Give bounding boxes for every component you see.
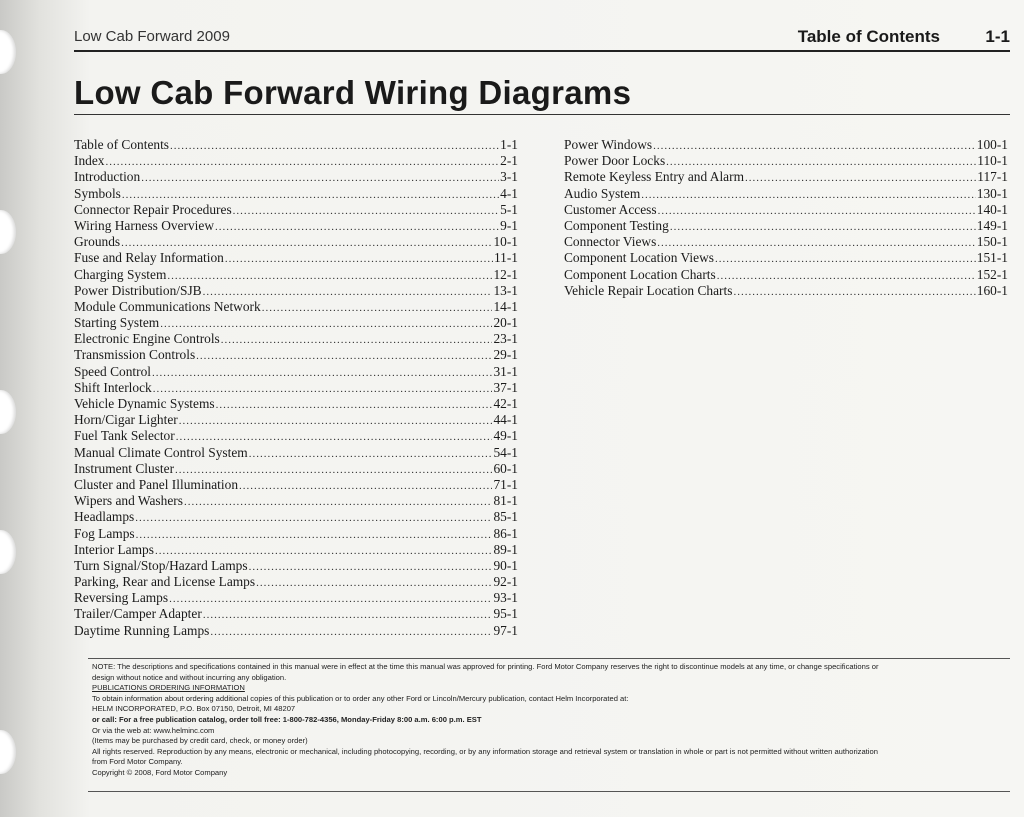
toc-entry-label: Connector Repair Procedures bbox=[74, 201, 232, 217]
toc-entry[interactable] bbox=[74, 331, 518, 347]
toc-entry-label: Instrument Cluster bbox=[74, 460, 175, 476]
toc-entry[interactable] bbox=[74, 542, 518, 558]
toc-entry[interactable] bbox=[74, 509, 518, 525]
toc-entry[interactable] bbox=[74, 477, 518, 493]
toc-entry-label: Introduction bbox=[74, 169, 141, 185]
toc-entry[interactable] bbox=[564, 250, 1008, 266]
toc-entry[interactable] bbox=[74, 186, 518, 202]
toc-entry[interactable] bbox=[74, 461, 518, 477]
toc-entry-page: 97-1 bbox=[493, 622, 518, 638]
toc-entry-label: Power Door Locks bbox=[564, 153, 666, 169]
notice-line: Or via the web at: www.helminc.com bbox=[92, 725, 215, 735]
toc-entry-label: Index bbox=[74, 153, 105, 169]
notice-line: All rights reserved. Reproduction by any means, electronic or mechanical, including photocopying, recording, or by any information storage and retrieval system or translation in whole or part is not permitted without written authorization bbox=[92, 746, 878, 756]
toc-leader-dots bbox=[745, 170, 976, 185]
toc-leader-dots bbox=[239, 478, 492, 493]
toc-entry[interactable] bbox=[564, 234, 1008, 250]
toc-entry-page: 37-1 bbox=[493, 379, 518, 395]
toc-entry[interactable] bbox=[74, 267, 518, 283]
toc-entry-page: 86-1 bbox=[493, 525, 518, 541]
toc-entry-label: Electronic Engine Controls bbox=[74, 331, 220, 347]
page-title bbox=[74, 74, 1010, 115]
toc-entry-label: Component Testing bbox=[564, 217, 669, 233]
toc-leader-dots bbox=[641, 187, 975, 202]
toc-leader-dots bbox=[179, 413, 493, 428]
toc-leader-dots bbox=[216, 397, 493, 412]
toc-entry-label: Grounds bbox=[74, 234, 121, 250]
toc-entry-page: 100-1 bbox=[976, 137, 1008, 152]
notice-line: NOTE: The descriptions and specifications contained in this manual were in effect at the time this manual was approved for printing. Ford Motor Company reserves the right to discontinue models at any time, or change specifications or bbox=[92, 662, 879, 671]
toc-entry-label: Horn/Cigar Lighter bbox=[74, 412, 178, 428]
notice-heading: PUBLICATIONS ORDERING INFORMATION bbox=[92, 683, 245, 693]
toc-entry-page: 9-1 bbox=[500, 217, 518, 233]
toc-entry[interactable] bbox=[564, 137, 1008, 153]
toc-entry-page: 12-1 bbox=[493, 266, 518, 282]
toc-entry-label: Remote Keyless Entry and Alarm bbox=[564, 169, 744, 185]
toc-leader-dots bbox=[715, 251, 976, 266]
toc-leader-dots bbox=[262, 300, 493, 315]
toc-entry-page: 29-1 bbox=[493, 347, 518, 363]
toc-entry[interactable] bbox=[74, 445, 518, 461]
notice-line: Copyright © 2008, Ford Motor Company bbox=[92, 767, 228, 777]
toc-entry[interactable] bbox=[564, 169, 1008, 185]
toc-entry-label: Wipers and Washers bbox=[74, 493, 183, 509]
toc-entry-page: 130-1 bbox=[976, 185, 1008, 201]
toc-entry-label: Transmission Controls bbox=[74, 347, 196, 363]
toc-leader-dots bbox=[122, 187, 499, 202]
document-title: Low Cab Forward 2009 bbox=[74, 28, 230, 45]
toc-entry-label: Charging System bbox=[74, 266, 167, 282]
toc-entry-label: Parking, Rear and License Lamps bbox=[74, 574, 256, 590]
toc-entry-page: 151-1 bbox=[976, 250, 1008, 266]
toc-entry-label: Fuse and Relay Information bbox=[74, 250, 224, 266]
toc-entry[interactable] bbox=[74, 493, 518, 509]
binder-hole bbox=[0, 210, 16, 254]
toc-entry[interactable] bbox=[564, 218, 1008, 234]
toc-leader-dots bbox=[249, 559, 493, 574]
toc-entry-label: Interior Lamps bbox=[74, 541, 154, 557]
toc-entry-page: 44-1 bbox=[493, 412, 518, 428]
toc-leader-dots bbox=[717, 268, 976, 283]
toc-entry-label: Fog Lamps bbox=[74, 525, 135, 541]
notice-line: To obtain information about ordering additional copies of this publication or to order any other Ford or Lincoln/Mercury publication, contact Helm Incorporated at: bbox=[92, 693, 629, 703]
toc-entry-page: 13-1 bbox=[493, 282, 518, 298]
toc-entry[interactable] bbox=[74, 428, 518, 444]
toc-entry-label: Turn Signal/Stop/Hazard Lamps bbox=[74, 557, 248, 573]
toc-leader-dots bbox=[153, 381, 493, 396]
page-number: 1-1 bbox=[985, 27, 1010, 46]
toc-entry-label: Table of Contents bbox=[74, 137, 170, 152]
toc-leader-dots bbox=[233, 203, 499, 218]
toc-entry-page: 54-1 bbox=[493, 444, 518, 460]
page-title-text: Low Cab Forward Wiring Diagrams bbox=[74, 74, 632, 111]
toc-leader-dots bbox=[221, 332, 493, 347]
toc-entry[interactable] bbox=[74, 526, 518, 542]
toc-entry[interactable] bbox=[74, 590, 518, 606]
toc-entry[interactable] bbox=[74, 396, 518, 412]
toc-entry[interactable] bbox=[74, 153, 518, 169]
toc-entry-page: 117-1 bbox=[977, 169, 1008, 185]
toc-leader-dots bbox=[170, 138, 499, 153]
toc-leader-dots bbox=[653, 138, 976, 153]
toc-entry-label: Starting System bbox=[74, 315, 160, 331]
toc-leader-dots bbox=[176, 429, 493, 444]
toc-entry-page: 89-1 bbox=[493, 541, 518, 557]
toc-leader-dots bbox=[225, 251, 493, 266]
toc-entry[interactable] bbox=[74, 606, 518, 622]
toc-leader-dots bbox=[733, 284, 975, 299]
section-title: Table of Contents bbox=[797, 27, 940, 46]
toc-leader-dots bbox=[141, 170, 499, 185]
toc-entry-page: 92-1 bbox=[493, 574, 518, 590]
toc-entry-label: Reversing Lamps bbox=[74, 590, 169, 606]
toc-entry-page: 152-1 bbox=[976, 266, 1008, 282]
toc-entry-page: 20-1 bbox=[493, 315, 518, 331]
toc-entry-label: Component Location Charts bbox=[564, 266, 716, 282]
toc-entry-label: Component Location Views bbox=[564, 250, 714, 266]
toc-entry[interactable] bbox=[74, 202, 518, 218]
toc-entry-page: 3-1 bbox=[500, 169, 518, 185]
toc-entry-page: 23-1 bbox=[493, 331, 518, 347]
toc-leader-dots bbox=[203, 607, 493, 622]
toc-entry-label: Speed Control bbox=[74, 363, 151, 379]
legal-notice bbox=[88, 658, 1010, 792]
toc-entry-label: Headlamps bbox=[74, 509, 135, 525]
toc-entry-label: Vehicle Dynamic Systems bbox=[74, 396, 215, 411]
toc-entry-page: 5-1 bbox=[500, 201, 518, 217]
toc-entry-page: 31-1 bbox=[493, 363, 518, 379]
toc-entry-label: Audio System bbox=[564, 185, 641, 201]
toc-entry-label: Connector Views bbox=[564, 234, 657, 250]
toc-entry-label: Module Communications Network bbox=[74, 298, 261, 314]
toc-leader-dots bbox=[155, 543, 493, 558]
toc-entry[interactable] bbox=[74, 347, 518, 363]
toc-entry-label: Symbols bbox=[74, 185, 121, 201]
toc-left-column bbox=[74, 137, 518, 639]
toc-leader-dots bbox=[169, 591, 492, 606]
binder-hole bbox=[0, 530, 16, 574]
toc-entry-label: Power Distribution/SJB bbox=[74, 282, 202, 298]
toc-entry[interactable] bbox=[74, 137, 518, 153]
toc-entry[interactable] bbox=[74, 380, 518, 396]
toc-leader-dots bbox=[196, 348, 492, 363]
toc-entry-label: Fuel Tank Selector bbox=[74, 428, 175, 444]
binder-hole bbox=[0, 30, 16, 74]
notice-line: from Ford Motor Company. bbox=[92, 757, 183, 767]
toc-entry-label: Cluster and Panel Illumination bbox=[74, 476, 239, 492]
toc-entry-page: 49-1 bbox=[493, 428, 518, 444]
notice-line: HELM INCORPORATED, P.O. Box 07150, Detroit, MI 48207 bbox=[92, 704, 296, 714]
toc-entry[interactable] bbox=[74, 299, 518, 315]
toc-entry-page: 150-1 bbox=[976, 234, 1008, 250]
toc-entry[interactable] bbox=[564, 283, 1008, 299]
toc-entry-page: 90-1 bbox=[493, 557, 518, 573]
toc-leader-dots bbox=[160, 316, 492, 331]
toc-entry[interactable] bbox=[74, 623, 518, 639]
toc-leader-dots bbox=[106, 154, 500, 169]
toc-leader-dots bbox=[256, 575, 492, 590]
toc-entry-label: Shift Interlock bbox=[74, 379, 152, 395]
toc-entry[interactable] bbox=[564, 202, 1008, 218]
toc-entry[interactable] bbox=[74, 364, 518, 380]
toc-entry[interactable] bbox=[74, 218, 518, 234]
toc-entry-label: Trailer/Camper Adapter bbox=[74, 606, 202, 622]
toc-entry-page: 149-1 bbox=[976, 217, 1008, 233]
toc-entry-label: Vehicle Repair Location Charts bbox=[564, 282, 733, 298]
binder-hole bbox=[0, 390, 16, 434]
toc-leader-dots bbox=[167, 268, 492, 283]
toc-entry[interactable] bbox=[74, 283, 518, 299]
toc-entry[interactable] bbox=[564, 267, 1008, 283]
page-header bbox=[74, 26, 1010, 52]
toc-entry[interactable] bbox=[74, 315, 518, 331]
toc-entry[interactable] bbox=[74, 169, 518, 185]
toc-entry-label: Power Windows bbox=[564, 137, 653, 152]
toc-entry-page: 4-1 bbox=[500, 185, 518, 201]
toc-entry-page: 140-1 bbox=[976, 201, 1008, 217]
toc-entry-page: 85-1 bbox=[493, 509, 518, 525]
toc-entry-page: 2-1 bbox=[500, 153, 518, 169]
toc-entry-label: Daytime Running Lamps bbox=[74, 622, 210, 638]
toc-entry[interactable] bbox=[74, 234, 518, 250]
toc-entry-page: 81-1 bbox=[493, 493, 518, 509]
toc-entry[interactable] bbox=[564, 153, 1008, 169]
toc-entry-page: 95-1 bbox=[493, 606, 518, 622]
toc-leader-dots bbox=[658, 203, 976, 218]
toc-entry-page: 160-1 bbox=[976, 282, 1008, 298]
toc-entry-page: 11-1 bbox=[493, 250, 518, 266]
toc-entry-label: Customer Access bbox=[564, 201, 657, 217]
toc-entry-page: 71-1 bbox=[493, 476, 518, 492]
toc-entry-page: 93-1 bbox=[493, 590, 518, 606]
toc-entry-label: Wiring Harness Overview bbox=[74, 217, 215, 233]
toc-entry-page: 10-1 bbox=[493, 234, 518, 250]
toc-entry-page: 14-1 bbox=[493, 298, 518, 314]
binder-hole bbox=[0, 730, 16, 774]
toc-entry[interactable] bbox=[74, 558, 518, 574]
toc-entry[interactable] bbox=[74, 412, 518, 428]
toc-entry[interactable] bbox=[74, 574, 518, 590]
notice-line: or call: For a free publication catalog, order toll free: 1-800-782-4356, Monday-Friday 8:00 a.m. 6:00 p.m. EST bbox=[92, 714, 482, 724]
toc-leader-dots bbox=[152, 365, 492, 380]
toc-leader-dots bbox=[249, 446, 493, 461]
toc-leader-dots bbox=[215, 219, 499, 234]
toc-leader-dots bbox=[203, 284, 493, 299]
toc-leader-dots bbox=[184, 494, 493, 509]
toc-leader-dots bbox=[657, 235, 975, 250]
notice-line: (Items may be purchased by credit card, check, or money order) bbox=[92, 736, 308, 746]
toc-leader-dots bbox=[175, 462, 492, 477]
toc-leader-dots bbox=[210, 624, 492, 639]
toc-leader-dots bbox=[670, 219, 976, 234]
toc-entry[interactable] bbox=[74, 250, 518, 266]
toc-entry[interactable] bbox=[564, 186, 1008, 202]
toc-entry-page: 110-1 bbox=[977, 153, 1008, 169]
toc-right-column bbox=[564, 137, 1008, 299]
toc-entry-page: 1-1 bbox=[500, 137, 518, 152]
toc-entry-label: Manual Climate Control System bbox=[74, 444, 248, 460]
toc-leader-dots bbox=[121, 235, 492, 250]
toc-entry-page: 60-1 bbox=[493, 460, 518, 476]
toc-leader-dots bbox=[666, 154, 976, 169]
notice-line: design without notice and without incurring any obligation. bbox=[92, 672, 287, 682]
toc-entry-page: 42-1 bbox=[493, 396, 518, 411]
toc-leader-dots bbox=[136, 527, 493, 542]
toc-leader-dots bbox=[135, 510, 492, 525]
